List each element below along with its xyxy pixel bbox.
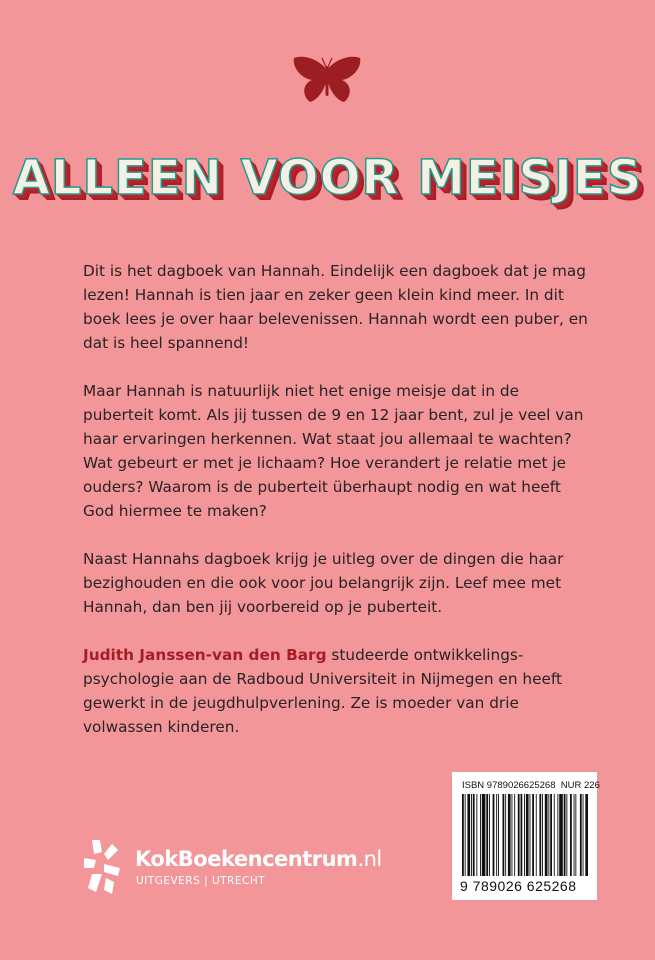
barcode-bar	[570, 794, 572, 876]
barcode-bar	[486, 794, 488, 876]
barcode-bar	[575, 794, 576, 876]
barcode-bar	[580, 794, 582, 876]
barcode-bar	[476, 794, 477, 876]
barcode-bar	[503, 794, 505, 876]
barcode-bar	[498, 794, 499, 876]
barcode-bar	[583, 794, 584, 876]
barcode-bar	[554, 794, 555, 876]
barcode-bar	[471, 794, 472, 876]
barcode-bar	[532, 794, 534, 876]
author-bio: studeerde ontwikkelings-psychologie aan de Radboud Universiteit in Nijmegen en heeft gewerkt in de jeugdhulpverlening. Ze is moeder van drie volwassen kinderen.	[83, 646, 563, 736]
nur-label: NUR 226	[560, 780, 600, 791]
barcode-bar	[480, 794, 481, 876]
back-cover-text	[83, 259, 593, 763]
barcode-bar	[521, 794, 523, 876]
kokboekencentrum-logo-icon	[82, 838, 122, 898]
barcode-bar	[564, 794, 566, 876]
blurb-paragraph-1: Dit is het dagboek van Hannah. Eindelijk een dagboek dat je mag lezen! Hannah is tien jaar en zeker geen klein kind meer. In dit boek lees je over haar belevenissen. Hannah wordt een puber, en dat is heel spannend!	[83, 262, 588, 352]
barcode-bar	[482, 794, 486, 876]
barcode-bar	[566, 794, 567, 876]
isbn-label: ISBN 9789026625268	[462, 780, 556, 791]
barcode-bar	[539, 794, 541, 876]
butterfly-icon	[290, 56, 364, 106]
barcode-number: 9 789026 625268	[460, 878, 577, 894]
barcode-bar	[542, 794, 543, 876]
barcode-bar	[550, 794, 552, 876]
barcode-bar	[514, 794, 515, 876]
barcode-bar	[512, 794, 513, 876]
barcode-bar	[559, 794, 563, 876]
publisher-subtitle: UITGEVERS | UTRECHT	[136, 875, 266, 887]
barcode-bar	[465, 794, 466, 876]
barcode-bar	[524, 794, 525, 876]
barcode-bar	[536, 794, 537, 876]
barcode-bar	[508, 794, 511, 876]
barcode-bar	[530, 794, 531, 876]
barcode-bar	[526, 794, 529, 876]
barcode-header	[462, 780, 600, 791]
barcode-bar	[518, 794, 520, 876]
author-name: Judith Janssen-van den Barg	[83, 646, 327, 664]
barcode-bar	[489, 794, 490, 876]
barcode-bar	[585, 794, 588, 876]
blurb-paragraph-3: Naast Hannahs dagboek krijg je uitleg over de dingen die haar bezighouden en die ook voor jou belangrijk zijn. Leef mee met Hannah, dan ben jij voorbereid op je puberteit.	[83, 550, 564, 616]
barcode-bar	[505, 794, 506, 876]
publisher-tld: .nl	[357, 847, 382, 871]
publisher-logo	[82, 838, 402, 898]
barcode-bar	[548, 794, 549, 876]
barcode-bar	[493, 794, 495, 876]
publisher-name	[135, 847, 382, 871]
barcode-bar	[574, 794, 575, 876]
barcode-bar	[557, 794, 558, 876]
barcode-bar	[496, 794, 497, 876]
barcode-bar	[467, 794, 470, 876]
barcode-bars	[462, 794, 589, 876]
barcode-bar	[545, 794, 548, 876]
barcode-bar	[462, 794, 464, 876]
barcode-bar	[473, 794, 475, 876]
barcode-label	[452, 772, 600, 900]
book-title: ALLEEN VOOR MEISJES	[12, 150, 643, 206]
blurb-paragraph-2: Maar Hannah is natuurlijk niet het enige meisje dat in de puberteit komt. Als jij tussen de 9 en 12 jaar bent, zul je veel van haar ervaringen herkennen. Wat staat jou allemaal te wachten? Wat gebeurt er met je lichaam? Hoe verandert je relatie met je ouders? Waarom is de puberteit überhaupt nodig en wat heeft God hiermee te maken?	[83, 382, 584, 520]
author-bio-paragraph	[83, 643, 593, 739]
publisher-name-text: KokBoekencentrum	[135, 847, 358, 871]
